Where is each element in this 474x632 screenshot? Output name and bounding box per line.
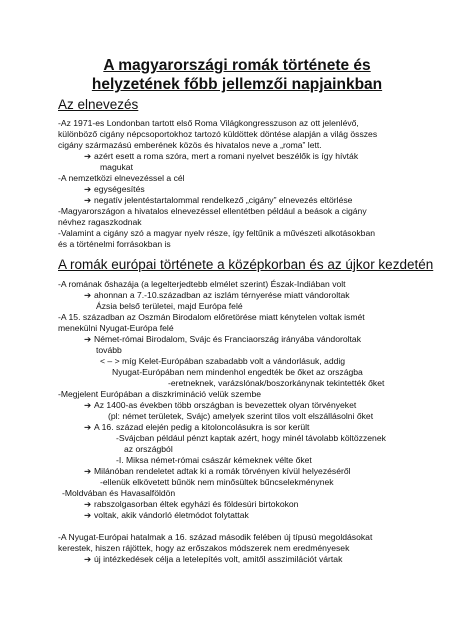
bullet-text: rabszolgasorban éltek egyházi és földesúri birtokokon (94, 499, 299, 509)
bullet-text: azért esett a roma szóra, mert a romani nyelvet beszélők is így hívták (94, 151, 359, 161)
arrow-right-icon: ➔ (84, 554, 92, 564)
bullet-line (84, 499, 298, 510)
text-line: -A 15. században az Oszmán Birodalom előretörése miatt kénytelen voltak ismét (58, 312, 365, 322)
arrow-right-icon: ➔ (84, 151, 92, 161)
bullet-line (84, 400, 356, 411)
arrow-right-icon: ➔ (84, 334, 92, 344)
bullet-text: negatív jelentéstartalommal rendelkező „cigány” elnevezés eltörlése (94, 195, 353, 205)
text-line: magukat (100, 162, 133, 172)
bullet-text: új intézkedések célja a letelepítés volt, amitől asszimilációt vártak (94, 554, 343, 564)
text-line: -Az 1971-es Londonban tartott első Roma Világkongresszuson az ott jelenlévő, (58, 118, 359, 128)
text-line: -Valamint a cigány szó a magyar nyelv része, így feltűnik a művészeti alkotásokban (58, 228, 376, 238)
text-line: Nyugat-Európában nem mindenhol engedték be őket az országba (112, 367, 363, 377)
arrow-right-icon: ➔ (84, 499, 92, 509)
text-line: < – > míg Kelet-Európában szabadabb volt a vándorlásuk, addig (100, 356, 346, 366)
arrow-right-icon: ➔ (84, 422, 92, 432)
arrow-right-icon: ➔ (84, 290, 92, 300)
bullet-line (84, 290, 350, 301)
bullet-line (84, 195, 352, 206)
bullet-text: Az 1400-as években több országban is bevezettek olyan törvényeket (94, 400, 357, 410)
bullet-line (84, 554, 342, 565)
text-line: -Megjelent Európában a diszkrimináció velük szembe (58, 389, 262, 399)
text-line: -A Nyugat-Európai hatalmak a 16. század második felében új típusú megoldásokat (58, 532, 373, 542)
bullet-line (84, 422, 309, 433)
text-line: és a történelmi forrásokban is (58, 239, 171, 249)
bullet-text: Milánóban rendeletet adtak ki a romák törvényen kívül helyezéséről (94, 466, 351, 476)
page-title-line-1: A magyarországi romák története és (103, 57, 371, 74)
text-line: az országból (124, 444, 173, 454)
bullet-line (84, 184, 145, 195)
text-line: különböző cigány népcsoportokhoz tartozó küldöttek döntése alapján a világ összes (58, 129, 378, 139)
text-line: -A romának őshazája (a legelterjedtebb elmélet szerint) Észak-Indiában volt (58, 279, 346, 289)
arrow-right-icon: ➔ (84, 466, 92, 476)
arrow-right-icon: ➔ (84, 400, 92, 410)
text-line: -ellenük elkövetett bűnök nem minősültek bűncselekménynek (100, 477, 334, 487)
bullet-line (84, 510, 249, 521)
bullet-text: A 16. század elején pedig a kitoloncolásukra is sor került (94, 422, 310, 432)
bullet-line (84, 151, 358, 162)
bullet-line (84, 334, 361, 345)
arrow-right-icon: ➔ (84, 510, 92, 520)
text-line: -I. Miksa német-római császár kémeknek vélte őket (116, 455, 312, 465)
text-line: kerestek, hiszen rájöttek, hogy az erőszakos módszerek nem eredményesek (58, 543, 350, 553)
text-line: Ázsia belső területei, majd Európa felé (96, 301, 243, 311)
section-heading-europai-tortenet: A romák európai története a középkorban és az újkor kezdetén (58, 257, 434, 272)
text-line: névhez ragaszkodnak (58, 217, 142, 227)
text-line: -Magyarországon a hivatalos elnevezéssel ellentétben például a beások a cigány (58, 206, 367, 216)
bullet-text: ahonnan a 7.-10.században az iszlám térnyerése miatt vándoroltak (94, 290, 350, 300)
text-line: cigány származású emberének közös és hivatalos neve a „roma” lett. (58, 140, 322, 150)
section-heading-elnevezes: Az elnevezés (58, 97, 139, 112)
bullet-text: egységesítés (94, 184, 145, 194)
bullet-text: Német-római Birodalom, Svájc és Franciaország irányába vándoroltak (94, 334, 361, 344)
text-line: (pl: német területek, Svájc) amelyek szerint tilos volt elszállásolni őket (108, 411, 374, 421)
bullet-line (84, 466, 351, 477)
text-line: -Moldvában és Havasalföldön (62, 488, 176, 498)
arrow-right-icon: ➔ (84, 195, 92, 205)
text-line: menekülni Nyugat-Európa felé (58, 323, 174, 333)
arrow-right-icon: ➔ (84, 184, 92, 194)
bullet-text: voltak, akik vándorló életmódot folytattak (94, 510, 249, 520)
text-line: -Svájcban például pénzt kaptak azért, hogy minél távolabb költözzenek (116, 433, 386, 443)
text-line: tovább (96, 345, 122, 355)
text-line: -eretneknek, varázslónak/boszorkánynak tekintették őket (168, 378, 385, 388)
page-title-line-2: helyzetének főbb jellemzői napjainkban (91, 76, 383, 93)
text-line: -A nemzetközi elnevezéssel a cél (58, 173, 185, 183)
